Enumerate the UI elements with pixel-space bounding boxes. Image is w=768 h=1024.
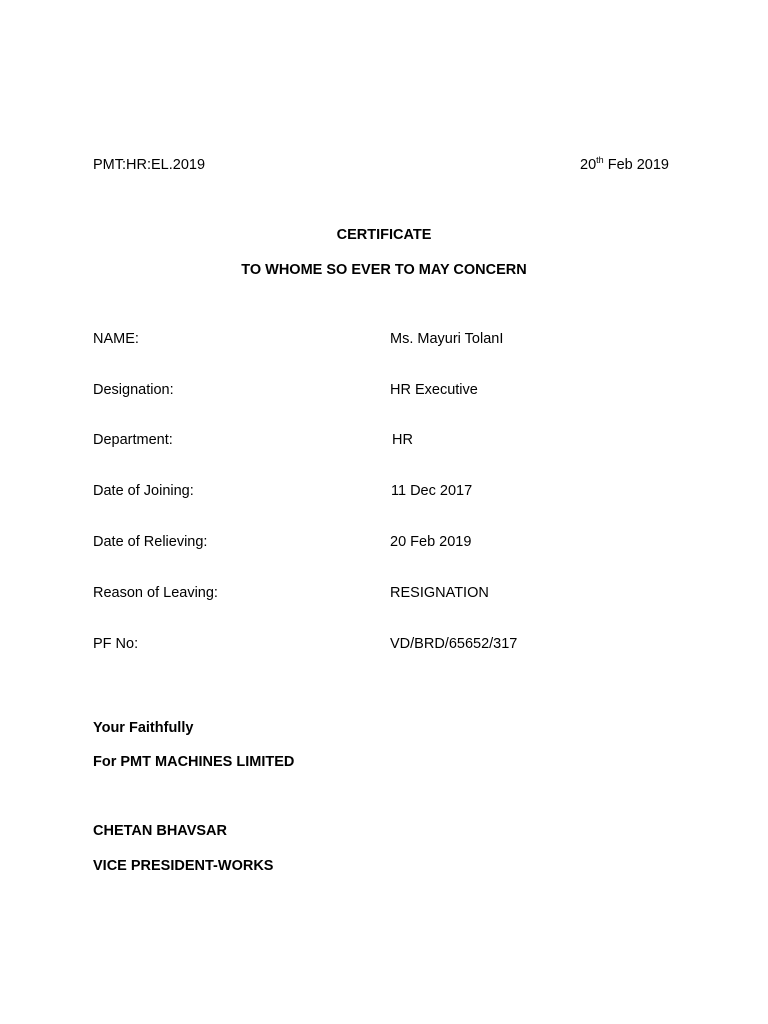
designation-value: HR Executive [390,382,478,398]
joining-date-label: Date of Joining: [93,483,194,499]
leaving-reason-value: RESIGNATION [390,585,489,601]
date-suffix: th [596,155,604,166]
signatory-title: VICE PRESIDENT-WORKS [93,858,274,874]
designation-label: Designation: [93,382,174,398]
relieving-date-label: Date of Relieving: [93,534,208,550]
document-date [580,155,669,173]
closing-salutation: Your Faithfully [93,720,194,736]
certificate-subtitle: TO WHOME SO EVER TO MAY CONCERN [241,262,527,278]
relieving-date-value: 20 Feb 2019 [390,534,472,550]
signatory-name: CHETAN BHAVSAR [93,823,227,839]
department-label: Department: [93,432,173,448]
date-day: 20 [580,157,597,173]
department-value: HR [392,432,413,448]
leaving-reason-label: Reason of Leaving: [93,585,218,601]
pf-number-value: VD/BRD/65652/317 [390,636,518,652]
name-label: NAME: [93,331,139,347]
reference-number: PMT:HR:EL.2019 [93,157,206,173]
company-name: For PMT MACHINES LIMITED [93,754,295,770]
date-month-year: Feb 2019 [603,157,669,173]
certificate-title: CERTIFICATE [336,227,432,243]
joining-date-value: 11 Dec 2017 [391,483,473,499]
name-value: Ms. Mayuri TolanI [390,331,504,347]
pf-number-label: PF No: [93,636,139,652]
